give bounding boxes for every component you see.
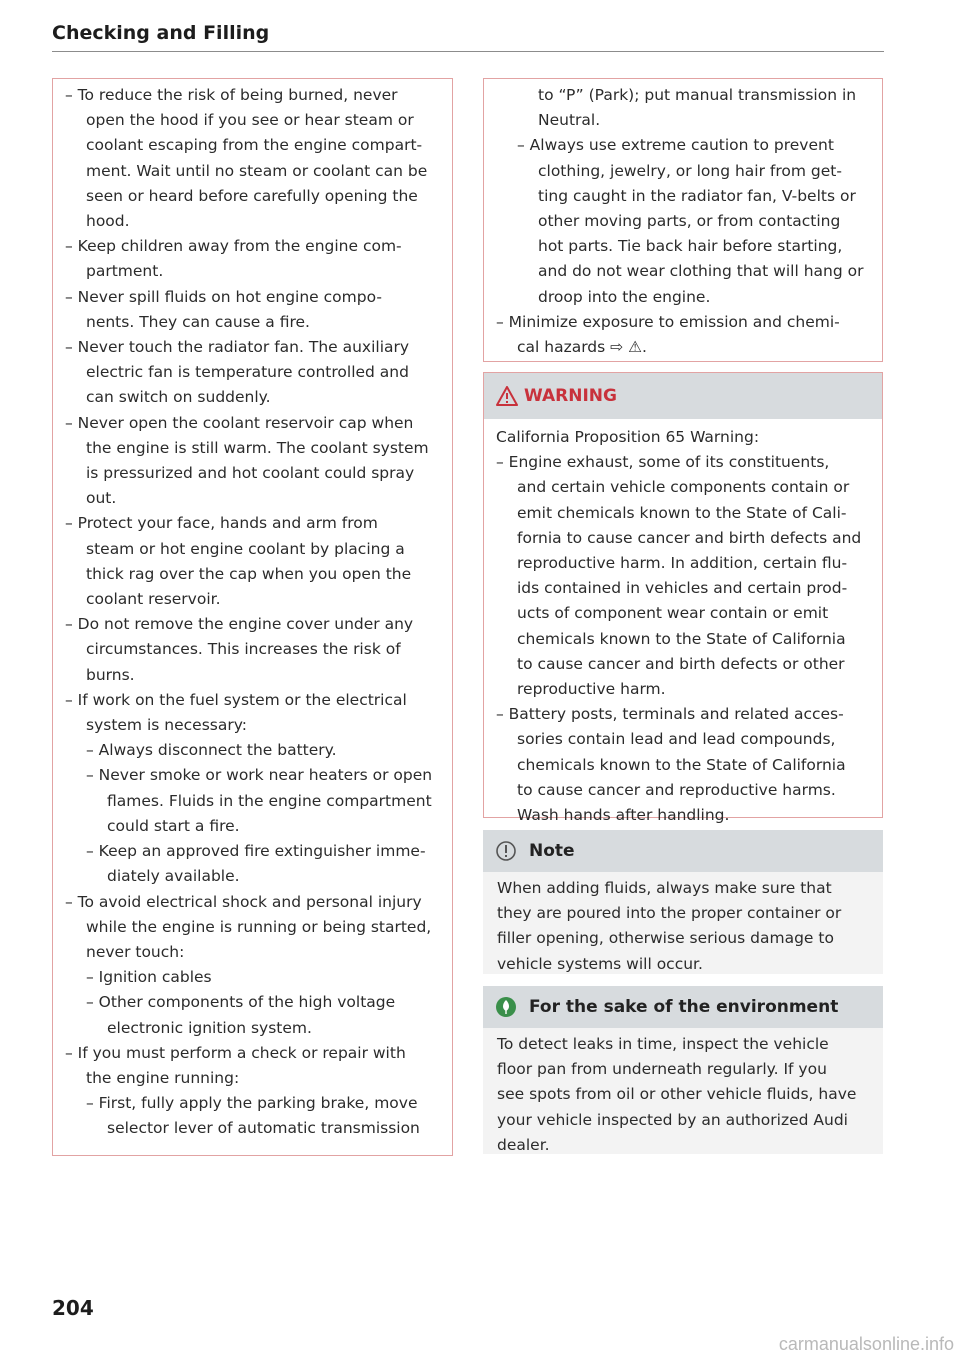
note-box [483, 830, 883, 974]
text-line: electronic ignition system. [107, 1018, 312, 1037]
text-line: – Other components of the high voltage [86, 993, 396, 1012]
environment-text-line: your vehicle inspected by an authorized Audi [497, 1110, 848, 1129]
text-line: nents. They can cause a fire. [86, 312, 310, 331]
warning-triangle-icon [496, 386, 518, 406]
text-line: other moving parts, or from contacting [538, 212, 841, 231]
note-body [483, 872, 883, 977]
text-line: ting caught in the radiator fan, V-belts or [538, 186, 856, 205]
text-line: – Ignition cables [86, 968, 212, 987]
warning-text-line: Wash hands after handling. [517, 806, 730, 825]
warning-text-line: to cause cancer and reproductive harms. [517, 780, 836, 799]
warning-body [484, 419, 882, 828]
text-line: – Never smoke or work near heaters or open [86, 766, 433, 785]
text-line: the engine is still warm. The coolant system [86, 438, 429, 457]
text-line: – To avoid electrical shock and personal injury [65, 892, 422, 911]
text-line: – Protect your face, hands and arm from [65, 514, 378, 533]
california-warning-box [483, 372, 883, 825]
warning-text-line: chemicals known to the State of California [517, 629, 846, 648]
environment-text-line: dealer. [497, 1135, 550, 1154]
text-line: coolant escaping from the engine compart- [86, 136, 423, 155]
text-line: flames. Fluids in the engine compartment [107, 791, 432, 810]
note-text-line: When adding fluids, always make sure that [497, 879, 832, 897]
warning-title: WARNING [524, 386, 617, 406]
text-line: – Do not remove the engine cover under any [65, 615, 414, 634]
text-line: seen or heard before carefully opening the [86, 186, 418, 205]
text-line: and do not wear clothing that will hang or [538, 262, 864, 281]
text-line: partment. [86, 262, 164, 281]
text-line: never touch: [86, 942, 185, 961]
text-line: – Never open the coolant reservoir cap when [65, 413, 414, 432]
warning-text-line: ucts of component wear contain or emit [517, 604, 829, 623]
environment-title: For the sake of the environment [529, 997, 839, 1017]
text-line: thick rag over the cap when you open the [86, 564, 412, 583]
note-info-icon [495, 840, 517, 862]
warning-text-line: California Proposition 65 Warning: [496, 428, 760, 446]
text-line: circumstances. This increases the risk of [86, 640, 401, 659]
left-warning-list [52, 78, 453, 1156]
header-divider [52, 51, 884, 52]
warning-text-line: – Engine exhaust, some of its constituents, [496, 453, 830, 472]
text-line: to “P” (Park); put manual transmission in [538, 86, 857, 104]
text-line: coolant reservoir. [86, 590, 221, 609]
warning-text-line: – Battery posts, terminals and related acces- [496, 705, 844, 724]
text-line: – If you must perform a check or repair with [65, 1043, 406, 1062]
text-line: selector lever of automatic transmission [107, 1119, 420, 1138]
note-text-line: filler opening, otherwise serious damage to [497, 929, 834, 948]
text-line: could start a fire. [107, 816, 240, 835]
text-line: is pressurized and hot coolant could spray [86, 464, 415, 483]
text-line: burns. [86, 665, 135, 684]
environment-text-line: see spots from oil or other vehicle fluids, have [497, 1085, 857, 1104]
right-warning-list-continued [483, 78, 883, 362]
environment-leaf-icon [495, 996, 517, 1018]
page-header-title: Checking and Filling [52, 22, 270, 44]
warning-header [484, 373, 882, 419]
text-line: clothing, jewelry, or long hair from get- [538, 161, 842, 180]
text-line: – First, fully apply the parking brake, move [86, 1094, 418, 1113]
text-line: Neutral. [538, 111, 601, 130]
text-line: – Keep an approved fire extinguisher imme- [86, 842, 426, 861]
text-line: – Always use extreme caution to prevent [517, 136, 834, 155]
text-line: while the engine is running or being started, [86, 917, 432, 936]
note-text-line: they are poured into the proper container or [497, 904, 842, 923]
text-line: the engine running: [86, 1068, 240, 1087]
page-number: 204 [52, 1296, 94, 1320]
text-line: – To reduce the risk of being burned, never [65, 86, 398, 104]
text-line: – Minimize exposure to emission and chemi- [496, 312, 840, 331]
text-line: ment. Wait until no steam or coolant can be [86, 161, 428, 180]
environment-text-line: To detect leaks in time, inspect the vehicle [497, 1035, 829, 1053]
text-line: hood. [86, 212, 130, 231]
text-line: – If work on the fuel system or the electrical [65, 690, 407, 709]
text-line: open the hood if you see or hear steam or [86, 111, 414, 130]
text-line: cal hazards ⇨ ⚠. [517, 338, 647, 357]
text-line: can switch on suddenly. [86, 388, 271, 407]
environment-text-line: floor pan from underneath regularly. If you [497, 1060, 827, 1079]
text-line: steam or hot engine coolant by placing a [86, 539, 405, 558]
watermark-text: carmanualsonline.info [778, 1334, 954, 1354]
note-header [483, 830, 883, 872]
environment-body [483, 1028, 883, 1158]
warning-text-line: and certain vehicle components contain or [517, 478, 850, 497]
text-line: – Never spill fluids on hot engine compo- [65, 287, 382, 306]
text-line: – Keep children away from the engine com- [65, 237, 402, 256]
text-line: electric fan is temperature controlled and [86, 363, 409, 382]
warning-text-line: reproductive harm. In addition, certain flu- [517, 554, 848, 573]
note-title: Note [529, 841, 575, 861]
note-text-line: vehicle systems will occur. [497, 954, 703, 973]
environment-header [483, 986, 883, 1028]
text-line: droop into the engine. [538, 287, 711, 306]
text-line: out. [86, 489, 117, 508]
warning-text-line: to cause cancer and birth defects or other [517, 654, 845, 673]
text-line: – Never touch the radiator fan. The auxiliary [65, 338, 410, 357]
warning-text-line: fornia to cause cancer and birth defects and [517, 528, 862, 547]
warning-text-line: reproductive harm. [517, 680, 666, 699]
warning-text-line: emit chemicals known to the State of Cali- [517, 503, 847, 522]
warning-text-line: chemicals known to the State of California [517, 755, 846, 774]
text-line: hot parts. Tie back hair before starting, [538, 237, 843, 256]
warning-text-line: sories contain lead and lead compounds, [517, 730, 836, 749]
warning-text-line: ids contained in vehicles and certain prod- [517, 579, 848, 598]
text-line: – Always disconnect the battery. [86, 741, 337, 760]
environment-box [483, 986, 883, 1154]
text-line: diately available. [107, 867, 240, 886]
text-line: system is necessary: [86, 716, 247, 735]
